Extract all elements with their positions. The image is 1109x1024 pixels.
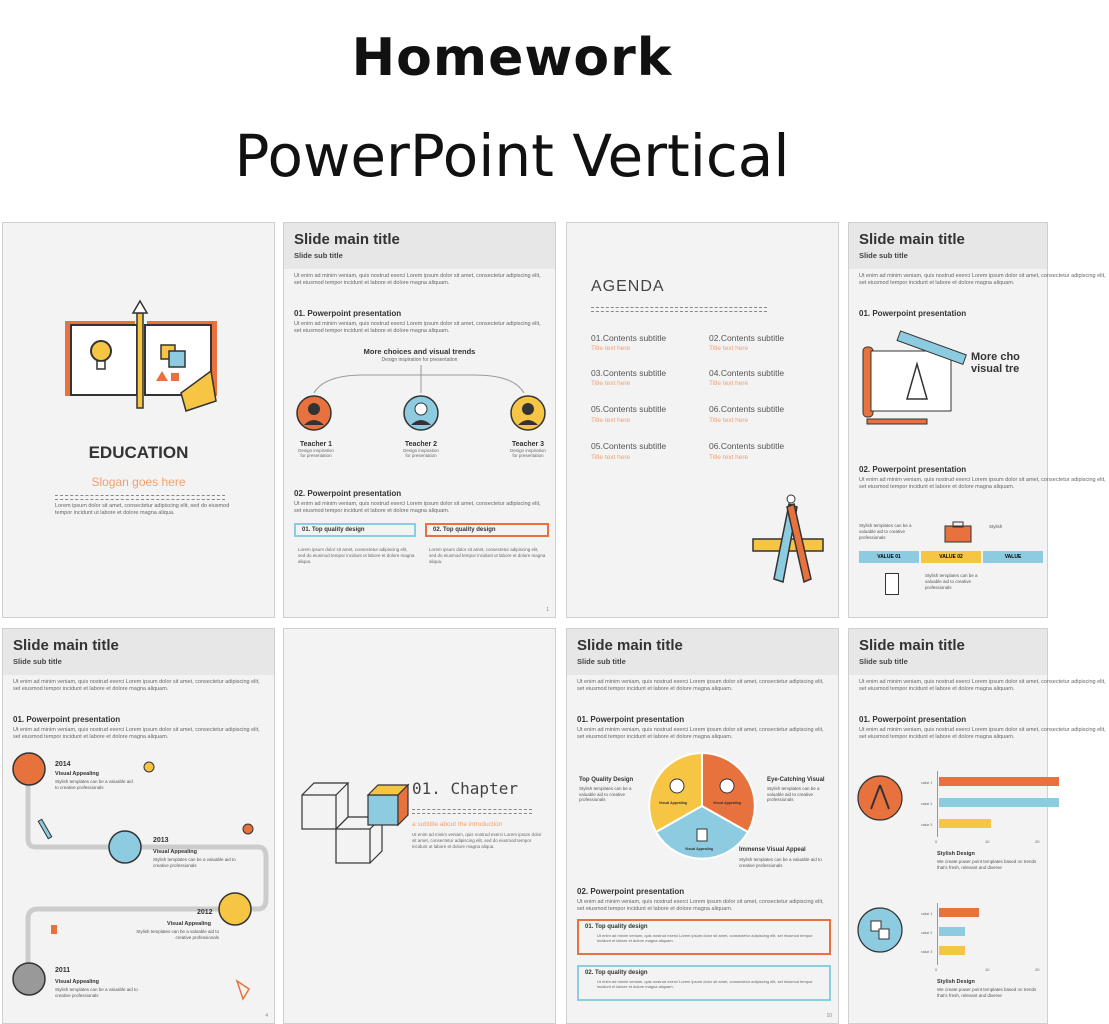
quality-box-1 [294,523,416,537]
slide-subtitle: Slide sub title [577,657,626,666]
bar [939,946,965,955]
axis-line [937,771,938,837]
section-heading-1: 01. Powerpoint presentation [294,309,402,318]
slide-thumbnail-7[interactable] [566,628,839,1024]
quality-box-1 [577,919,831,955]
slide-header [849,629,1047,675]
slide-subtitle: Slide sub title [294,251,343,260]
bar [939,819,991,828]
intro-text: Ut enim ad minim veniam, quis nostrud exerci Lorem ipsum dolor sit amet, consectetur adipiscing elit, set eiusmod tempor incidunt et labore et dolore magna aliquam. [13,679,260,692]
axis-tick: 20 [1035,839,1040,844]
bar-label: value 2 [921,931,933,935]
timeline-year: 2014 [55,761,71,768]
slide-thumbnail-2[interactable] [283,222,556,618]
box-label: 01. Top quality design [302,527,365,533]
section1-text: Ut enim ad minim veniam, quis nostrud exerci Lorem ipsum dolor sit amet, consectetur adipiscing elit, set eiusmod tempor incidunt et labore et dolore magna aliquam. [294,321,541,334]
axis-tick: 0 [935,967,938,972]
value-arrow-2: VALUE 02 [921,551,981,563]
agenda-subtitle: Title text here [709,454,749,461]
cubes-icon [857,907,903,953]
timeline-label: Visual Appealing [167,921,212,927]
slide-thumbnail-1[interactable] [2,222,275,618]
note-text: Stylish [989,524,1003,529]
briefcase-icon [943,521,973,543]
note-text: Stylish templates can be a valuable aid to creative professionals [925,573,978,590]
timeline-desc: Stylish templates can be a valuable aid to creative professionals [153,857,236,868]
divider [591,307,767,312]
agenda-subtitle: Title text here [709,380,749,387]
right-desc: Stylish templates can be a valuable aid to creative professionals [767,786,820,802]
section-heading-1: 01. Powerpoint presentation [859,715,967,724]
agenda-subtitle: Title text here [591,380,631,387]
diagram-subtitle: Design inspiration for presentation [381,357,458,363]
divider [55,495,225,500]
slogan-text: Slogan goes here [91,475,186,489]
axis-tick: 10 [985,967,990,972]
page-number: 4 [265,1013,268,1019]
divider [412,809,532,814]
teacher-desc: Design inspiration for presentation [298,448,334,458]
slide-subtitle: Slide sub title [859,657,908,666]
slide-header [567,629,838,675]
section2-text: Ut enim ad minim veniam, quis nostrud exerci Lorem ipsum dolor sit amet, consectetur adipiscing elit, set eiusmod tempor incidunt et labore et dolore magna aliquam. [859,477,1106,490]
timeline-year: 2012 [197,909,213,916]
agenda-item: 01.Contents subtitle [591,333,667,343]
teacher-name: Teacher 2 [404,441,438,448]
slide-title: Slide main title [577,637,683,654]
bar [939,798,1059,807]
bar [939,777,1059,786]
phone-icon [885,573,899,595]
chapter-text: Ut enim ad minim veniam, quis nostrud exerci Lorem ipsum dolor sit amet, consectetur adipiscing elit, sed do eiusmod tempor incidunt ut labore et dolore magna aliqua. [412,832,542,849]
agenda-item: 03.Contents subtitle [591,368,667,378]
compass-icon [857,775,903,821]
agenda-item: 05.Contents subtitle [591,441,667,451]
quality-box-2 [425,523,549,537]
section-heading-1: 01. Powerpoint presentation [859,309,967,318]
box-label: 02. Top quality design [585,970,648,976]
pie-label: Visual Appealing [713,801,742,805]
intro-text: Ut enim ad minim veniam, quis nostrud exerci Lorem ipsum dolor sit amet, consectetur adipiscing elit, set eiusmod tempor incidunt et labore et dolore magna aliquam. [859,679,1106,692]
pie-label: Visual Appealing [685,847,714,851]
chapter-title: 01. Chapter [412,779,518,798]
page-number: 1 [546,607,549,613]
agenda-subtitle: Title text here [709,417,749,424]
timeline-desc: Stylish templates can be a valuable aid to creative professionals [55,779,133,790]
section-heading-2: 02. Powerpoint presentation [859,465,967,474]
intro-text: Ut enim ad minim veniam, quis nostrud exerci Lorem ipsum dolor sit amet, consectetur adipiscing elit, set eiusmod tempor incidunt et labore et dolore magna aliquam. [294,273,541,286]
box1-text: Lorem ipsum dolor sit amet, consectetur adipiscing elit, sed do eiusmod tempor incidunt ut labore et dolore magna aliqua. [298,547,415,564]
bottom-desc: Stylish templates can be a valuable aid to creative professionals [739,857,822,868]
teacher-name: Teacher 1 [299,441,333,448]
bar [939,927,965,936]
axis-tick: 10 [985,839,990,844]
book-icon [61,301,221,426]
left-label: Top Quality Design [579,777,634,783]
rocket-illustration [857,339,967,429]
section1-text: Ut enim ad minim veniam, quis nostrud exerci Lorem ipsum dolor sit amet, consectetur adipiscing elit, set eiusmod tempor incidunt et labore et dolore magna aliquam. [577,727,824,740]
slide-title: Slide main title [294,231,400,248]
chart-caption: Stylish Design [937,979,975,985]
axis-line [937,903,938,965]
agenda-subtitle: Title text here [591,345,631,352]
section2-text: Ut enim ad minim veniam, quis nostrud exerci Lorem ipsum dolor sit amet, consectetur adipiscing elit, set eiusmod tempor incidunt et labore et dolore magna aliquam. [577,899,824,912]
teacher-3 [498,441,558,458]
slide-thumbnail-3[interactable] [566,222,839,618]
education-illustration [61,523,221,643]
slide1-text: Lorem ipsum dolor sit amet, consectetur adipiscing elit, sed do eiusmod tempor incidunt ut labore et dolore magna aliqua. [55,503,230,516]
bar-label: value 2 [921,802,933,806]
value-arrow-3: VALUE [983,551,1043,563]
axis-tick: 0 [935,839,938,844]
agenda-title: AGENDA [591,278,665,295]
slide-title: Slide main title [13,637,119,654]
main-title: Homework [351,28,673,88]
slide-thumbnail-5[interactable] [2,628,275,1024]
agenda-item: 04.Contents subtitle [709,368,785,378]
bar-label: value 1 [921,781,933,785]
agenda-item: 05.Contents subtitle [591,404,667,414]
agenda-item: 06.Contents subtitle [709,404,785,414]
timeline-year: 2011 [55,967,71,974]
slide-header [284,223,555,269]
teacher-2 [391,441,451,458]
box-text: Ut enim ad minim veniam, quis nostrud exerci Lorem ipsum dolor sit amet, consectetur adipiscing elit, set eiusmod tempor incidunt et labore et dolore magna aliquam. [597,933,813,943]
teacher-name: Teacher 3 [511,441,545,448]
timeline-desc: Stylish templates can be a valuable aid to creative professionals [136,929,219,940]
education-title: EDUCATION [88,443,189,462]
bar-label: value 1 [921,912,933,916]
timeline-desc: Stylish templates can be a valuable aid to creative professionals [55,987,138,998]
agenda-subtitle: Title text here [709,345,749,352]
teacher-desc: Design inspiration for presentation [510,448,546,458]
timeline-label: Visual Appealing [55,771,100,777]
chapter-subtitle: a subtitle about the introduction [412,821,503,828]
quality-box-2 [577,965,831,1001]
section1-text: Ut enim ad minim veniam, quis nostrud exerci Lorem ipsum dolor sit amet, consectetur adipiscing elit, set eiusmod tempor incidunt et labore et dolore magna aliquam. [13,727,260,740]
org-chart-lines [284,363,557,433]
left-desc: Stylish templates can be a valuable aid to creative professionals [579,786,632,802]
timeline-year: 2013 [153,837,169,844]
note-text: Stylish templates can be a valuable aid to creative professionals [859,523,912,540]
agenda-subtitle: Title text here [591,454,631,461]
chart-desc: We create power point templates based on trends that's fresh, relevant and diverse [937,987,1037,998]
heading-right: More cho visual tre [971,351,1020,375]
slide-header [849,223,1047,269]
slide-subtitle: Slide sub title [859,251,908,260]
agenda-item: 06.Contents subtitle [709,441,785,451]
cubes-illustration [298,775,408,865]
timeline-label: Visual Appealing [153,849,198,855]
intro-text: Ut enim ad minim veniam, quis nostrud exerci Lorem ipsum dolor sit amet, consectetur adipiscing elit, set eiusmod tempor incidunt et labore et dolore magna aliquam. [577,679,824,692]
agenda-item: 02.Contents subtitle [709,333,785,343]
box2-text: Lorem ipsum dolor sit amet, consectetur adipiscing elit, sed do eiusmod tempor incidunt ut labore et dolore magna aliqua. [429,547,546,564]
box-label: 01. Top quality design [585,924,648,930]
section-heading-1: 01. Powerpoint presentation [577,715,685,724]
slide-header [3,629,274,675]
right-label: Eye-Catching Visual [767,777,825,783]
bottom-label: Immense Visual Appeal [739,847,806,853]
agenda-subtitle: Title text here [591,417,631,424]
timeline-label: Visual Appealing [55,979,100,985]
slide-title: Slide main title [859,637,965,654]
slide-title: Slide main title [859,231,965,248]
axis-tick: 20 [1035,967,1040,972]
slide-thumbnail-4[interactable] [848,222,1106,618]
main-subtitle: PowerPoint Vertical [234,122,790,190]
chart-caption: Stylish Design [937,851,975,857]
section-heading-2: 02. Powerpoint presentation [294,489,402,498]
page-number: 10 [826,1013,832,1019]
bar-label: value 3 [921,823,933,827]
pie-label: Visual Appealing [659,801,688,805]
ruler-pencil-icon [749,489,829,589]
teacher-1 [286,441,346,458]
slide-subtitle: Slide sub title [13,657,62,666]
box-text: Ut enim ad minim veniam, quis nostrud exerci Lorem ipsum dolor sit amet, consectetur adipiscing elit, set eiusmod tempor incidunt et labore et dolore magna aliquam. [597,979,813,989]
intro-text: Ut enim ad minim veniam, quis nostrud exerci Lorem ipsum dolor sit amet, consectetur adipiscing elit, set eiusmod tempor incidunt et labore et dolore magna aliquam. [859,273,1106,286]
slide-thumbnail-6[interactable] [283,628,556,1024]
teacher-desc: Design inspiration for presentation [403,448,439,458]
diagram-title: More choices and visual trends [363,347,476,356]
section-heading-2: 02. Powerpoint presentation [577,887,685,896]
section1-text: Ut enim ad minim veniam, quis nostrud exerci Lorem ipsum dolor sit amet, consectetur adipiscing elit, set eiusmod tempor incidunt et labore et dolore magna aliquam. [859,727,1106,740]
section-heading-1: 01. Powerpoint presentation [13,715,121,724]
pie-diagram [647,751,757,861]
box-label: 02. Top quality design [433,527,496,533]
chart-desc: We create power point templates based on trends that's fresh, relevant and diverse [937,859,1037,870]
header [0,0,1024,215]
section2-text: Ut enim ad minim veniam, quis nostrud exerci Lorem ipsum dolor sit amet, consectetur adipiscing elit, set eiusmod tempor incidunt et labore et dolore magna aliquam. [294,501,541,514]
bar [939,908,979,917]
slide-thumbnail-8[interactable] [848,628,1106,1024]
bar-label: value 3 [921,950,933,954]
timeline-path [3,749,276,1019]
value-arrow-1: VALUE 01 [859,551,919,563]
